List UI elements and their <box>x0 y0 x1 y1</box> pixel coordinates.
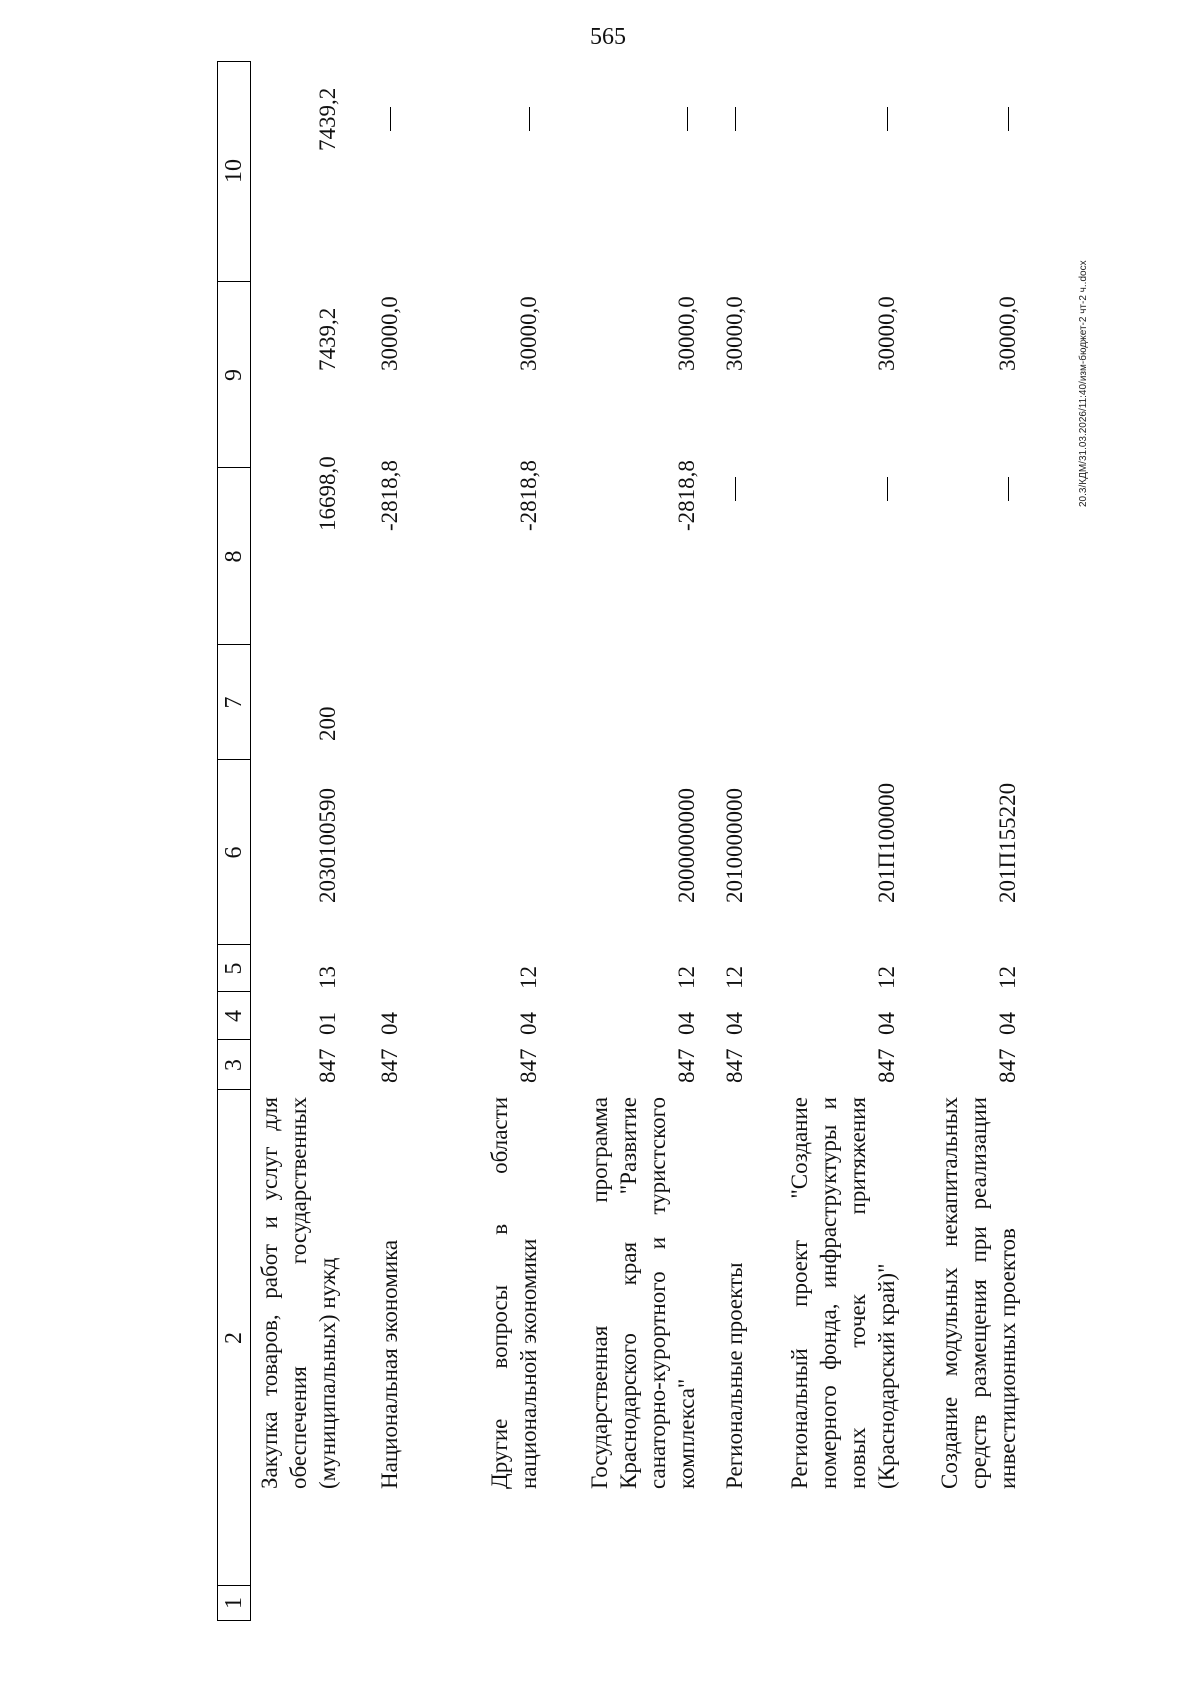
cell-c4: 01 <box>315 1012 340 1035</box>
cell-c9: 30000,0 <box>722 296 747 371</box>
header-col-3: 3 <box>220 1059 247 1071</box>
cell-c3: 847 <box>674 1048 699 1083</box>
cell-c8: 16698,0 <box>315 456 340 531</box>
dash-mark-c10 <box>687 107 688 131</box>
row-name: Региональный проект "Создание номерного фонда, инфраструктуры и новых точек притяжения (Краснодарский край)" <box>787 1097 899 1489</box>
cell-c5: 12 <box>995 966 1020 989</box>
dash-mark-c10 <box>529 107 530 131</box>
header-divider <box>218 467 250 468</box>
header-divider <box>218 1039 250 1040</box>
document-footer: 20.3/КДМ/31.03.2026/11:40/изм-бюджет-2 чт-2 ч..docx <box>1078 260 1089 507</box>
cell-c3: 847 <box>874 1048 899 1083</box>
cell-c4: 04 <box>377 1012 402 1035</box>
header-col-8: 8 <box>220 550 247 563</box>
row-name: Другие вопросы в области национальной экономики <box>487 1097 541 1489</box>
header-col-2: 2 <box>220 1332 247 1344</box>
dash-mark-c8 <box>1008 477 1009 501</box>
cell-c6: 2000000000 <box>674 788 699 903</box>
dash-mark-c8 <box>887 477 888 501</box>
row-name: Закупка товаров, работ и услуг для обеспечения государственных (муниципальных) нужд <box>257 1097 340 1489</box>
cell-c5: 12 <box>516 966 541 989</box>
dash-mark-c10 <box>1008 107 1009 131</box>
cell-c9: 30000,0 <box>516 296 541 371</box>
cell-c7: 200 <box>315 706 340 741</box>
cell-c4: 04 <box>674 1012 699 1035</box>
table-row <box>251 61 391 1621</box>
header-divider <box>218 281 250 282</box>
header-divider <box>218 1585 250 1586</box>
header-col-10: 10 <box>220 159 247 183</box>
row-name: Национальная экономика <box>377 1239 402 1489</box>
header-col-7: 7 <box>220 696 247 709</box>
cell-c9: 30000,0 <box>995 296 1020 371</box>
cell-c8: -2818,8 <box>516 460 541 531</box>
row-name: Региональные проекты <box>722 1262 747 1489</box>
header-col-4: 4 <box>220 1010 247 1022</box>
row-name: Государственная программа Краснодарского края "Развитие санаторно-курортного и туристского комплекса" <box>587 1097 699 1489</box>
header-divider <box>218 944 250 945</box>
cell-c5: 12 <box>674 966 699 989</box>
header-col-6: 6 <box>220 846 247 859</box>
header-divider <box>218 759 250 760</box>
cell-c4: 04 <box>874 1012 899 1035</box>
cell-c8: -2818,8 <box>377 460 402 531</box>
header-col-1: 1 <box>220 1597 247 1609</box>
cell-c3: 847 <box>995 1048 1020 1083</box>
cell-c6: 201П155220 <box>995 782 1020 903</box>
dash-mark-c8 <box>735 477 736 501</box>
header-col-5: 5 <box>220 962 247 975</box>
cell-c6: 2030100590 <box>315 788 340 903</box>
header-col-9: 9 <box>220 369 247 381</box>
dash-mark-c10 <box>390 107 391 131</box>
cell-c8: -2818,8 <box>674 460 699 531</box>
header-divider <box>218 1089 250 1090</box>
cell-c4: 04 <box>995 1012 1020 1035</box>
cell-c3: 847 <box>377 1048 402 1083</box>
page-number: 565 <box>590 24 626 50</box>
cell-c3: 847 <box>315 1048 340 1083</box>
header-divider <box>218 644 250 645</box>
budget-table <box>217 61 1110 1621</box>
dash-mark-c10 <box>735 107 736 131</box>
dash-mark-c10 <box>887 107 888 131</box>
cell-c3: 847 <box>516 1048 541 1083</box>
cell-c9: 30000,0 <box>674 296 699 371</box>
cell-c10: 7439,2 <box>315 87 340 151</box>
cell-c6: 201П100000 <box>874 782 899 903</box>
table-row <box>581 61 721 1621</box>
cell-c4: 04 <box>516 1012 541 1035</box>
header-divider <box>218 991 250 992</box>
table-row <box>931 61 1071 1621</box>
table-header <box>217 61 251 1621</box>
cell-c5: 13 <box>315 966 340 989</box>
cell-c9: 30000,0 <box>377 296 402 371</box>
row-name: Создание модульных некапитальных средств размещения при реализации инвестиционных проектов <box>937 1097 1020 1489</box>
cell-c9: 7439,2 <box>315 307 340 371</box>
cell-c6: 2010000000 <box>722 788 747 903</box>
cell-c3: 847 <box>722 1048 747 1083</box>
table-row <box>781 61 921 1621</box>
cell-c4: 04 <box>722 1012 747 1035</box>
cell-c5: 12 <box>874 966 899 989</box>
cell-c5: 12 <box>722 966 747 989</box>
cell-c9: 30000,0 <box>874 296 899 371</box>
